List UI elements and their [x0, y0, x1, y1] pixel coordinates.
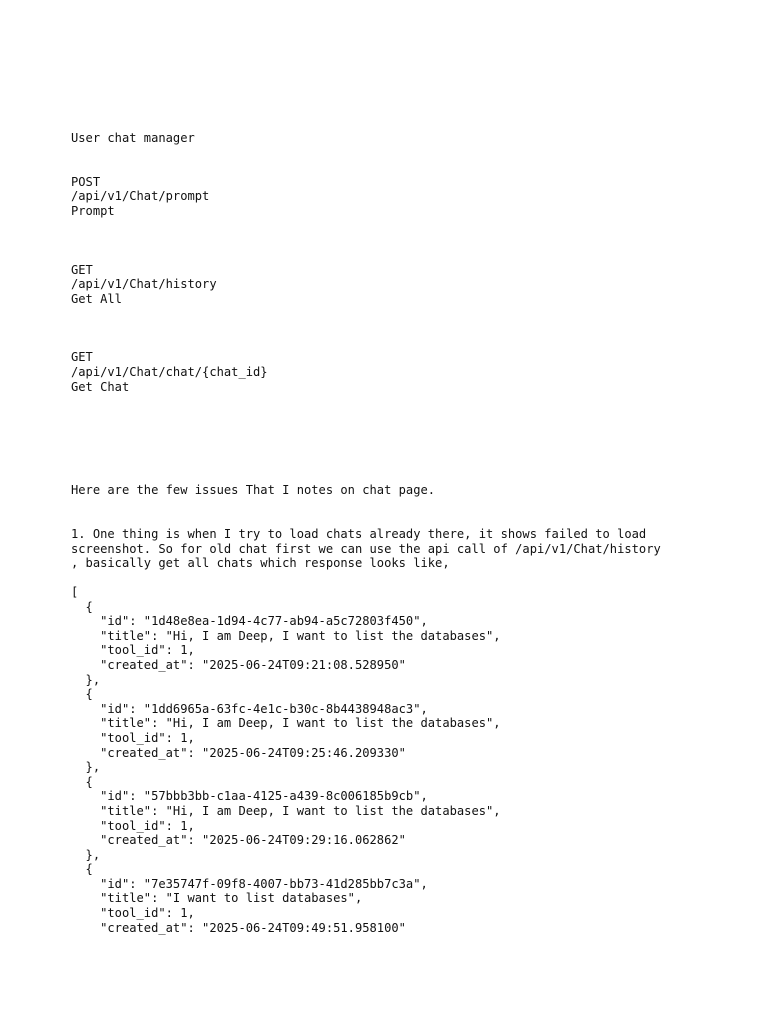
endpoint-method: POST — [71, 175, 101, 189]
endpoint-name: Get Chat — [71, 380, 130, 394]
endpoint-path: /api/v1/Chat/chat/{chat_id} — [71, 365, 268, 379]
section-title: User chat manager — [71, 131, 195, 145]
issue-line: , basically get all chats which response looks like, — [71, 556, 450, 570]
endpoint-method: GET — [71, 350, 93, 364]
endpoint-method: GET — [71, 263, 93, 277]
issue-line: 1. One thing is when I try to load chats already there, it shows failed to load — [71, 527, 647, 541]
response-json-code: [ { "id": "1d48e8ea-1d94-4c77-ab94-a5c72803f450", "title": "Hi, I am Deep, I want to list the databases", "tool_id": 1, "created_at": "2025-06-24T09:21:08.528950" }, { "id": "1dd6965a-63fc-4e1c-b30c-8b4438948ac3", "title": "Hi, I am Deep, I want to list the databases", "tool_id": 1, "created_at": "2025-06-24T09:25:46.209330" }, { "id": "57bbb3bb-c1aa-4125-a439-8c006185b9cb", "title": "Hi, I am Deep, I want to list the databases", "tool_id": 1, "created_at": "2025-06-24T09:29:16.062862" }, { "id": "7e35747f-09f8-4007-bb73-41d285bb7c3a", "title": "I want to list databases", "tool_id": 1, "created_at": "2025-06-24T09:49:51.958100" — [71, 585, 501, 935]
issue-line: screenshot. So for old chat first we can use the api call of /api/v1/Chat/history — [71, 542, 661, 556]
endpoint-path: /api/v1/Chat/prompt — [71, 189, 210, 203]
endpoint-name: Prompt — [71, 204, 115, 218]
endpoint-name: Get All — [71, 292, 122, 306]
endpoint-path: /api/v1/Chat/history — [71, 277, 217, 291]
intro-paragraph: Here are the few issues That I notes on chat page. — [71, 483, 436, 497]
